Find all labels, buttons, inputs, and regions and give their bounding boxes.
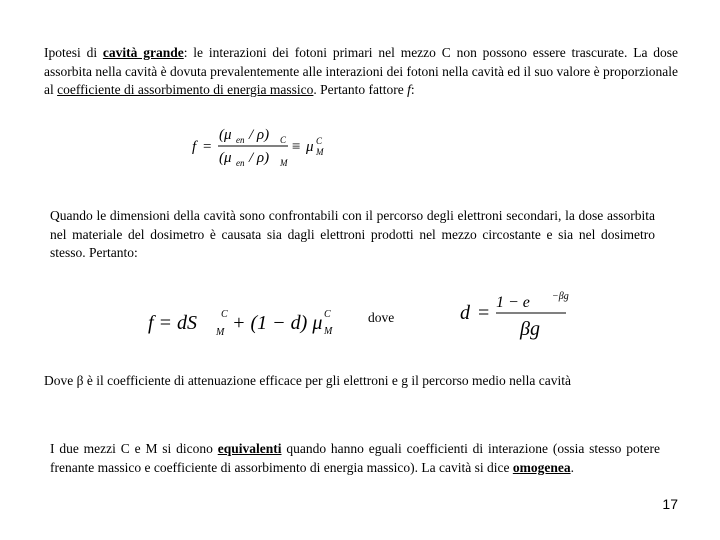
formula-mid: + (1 − d) μ bbox=[232, 312, 323, 334]
term-equivalenti: equivalenti bbox=[217, 441, 282, 456]
formula-lhs: f = dS bbox=[148, 312, 198, 334]
text: I due mezzi C e M si dicono bbox=[50, 441, 218, 456]
label-dove: dove bbox=[368, 310, 395, 325]
text: Ipotesi di bbox=[44, 45, 103, 60]
formula-mu: μ bbox=[306, 139, 314, 155]
formula-den-mu: (μ bbox=[219, 150, 232, 166]
formula-num-rho: / ρ) bbox=[249, 127, 270, 143]
text: : bbox=[410, 82, 415, 97]
text: quando hanno eguali coefficienti di interazione (ossia stesso potere frenante massico e coefficiente di assorbimento di energia massico). La cavità si dice bbox=[50, 441, 660, 475]
formula-num-sub-c: C bbox=[280, 135, 287, 145]
formula-d-exp: −βg bbox=[552, 291, 569, 302]
formula-sub-m2: M bbox=[324, 326, 333, 337]
formula-d-num: 1 − e bbox=[496, 294, 530, 311]
term-cavita-grande: cavità grande bbox=[102, 45, 184, 60]
formula-num-en: en bbox=[236, 135, 245, 145]
formula-sub-m: M bbox=[316, 147, 324, 157]
paragraph-cavita-intermedia bbox=[50, 207, 655, 263]
formula-f-burlin bbox=[148, 298, 348, 342]
formula-d-eq: = bbox=[478, 302, 490, 324]
text: Dove β è il coefficiente di attenuazione efficace per gli elettroni e g il percorso medio nella cavità bbox=[44, 373, 572, 388]
formula-sup-c2: C bbox=[324, 309, 331, 320]
text: . Pertanto fattore bbox=[313, 82, 408, 97]
formula-d-symbol: d bbox=[460, 302, 470, 324]
formula-equiv: ≡ bbox=[292, 139, 301, 155]
page-number: 17 bbox=[662, 496, 678, 512]
paragraph-mezzi-equivalenti bbox=[50, 440, 660, 477]
formula-f-ratio bbox=[192, 122, 352, 172]
paragraph-cavita-grande bbox=[44, 44, 678, 100]
symbol-f: f bbox=[407, 82, 411, 97]
text: Quando le dimensioni della cavità sono confrontabili con il percorso degli elettroni secondari, la dose assorbita nel materiale del dosimetro è causata sia dagli elettroni prodotti nel mezzo circostante e sia nel dosimetro stesso. Pertanto: bbox=[50, 208, 655, 260]
formula-den-sub-m: M bbox=[280, 158, 288, 168]
formula-den-rho: / ρ) bbox=[249, 150, 270, 166]
text: : le interazioni dei fotoni primari nel mezzo C non possono essere trascurate. La dose assorbita nella cavità è dovuta prevalentemente alle interazioni dei fotoni nella cavità ed il suo valore è proporzionale al bbox=[44, 45, 679, 97]
term-coefficiente-assorbimento: coefficiente di assorbimento di energia massico bbox=[57, 82, 314, 97]
formula-eq: = bbox=[203, 139, 212, 155]
paragraph-beta-definition bbox=[44, 372, 684, 391]
formula-sub-m: M bbox=[216, 327, 225, 338]
formula-num-mu: (μ bbox=[219, 127, 232, 143]
formula-sup-c: C bbox=[316, 136, 323, 146]
formula-d bbox=[458, 288, 578, 344]
formula-den-en: en bbox=[236, 158, 245, 168]
formula-sup-c: C bbox=[221, 309, 228, 320]
formula-f: f bbox=[192, 139, 197, 155]
term-omogenea: omogenea bbox=[512, 459, 571, 475]
formula-d-den: βg bbox=[520, 318, 540, 340]
text: . bbox=[570, 459, 574, 475]
